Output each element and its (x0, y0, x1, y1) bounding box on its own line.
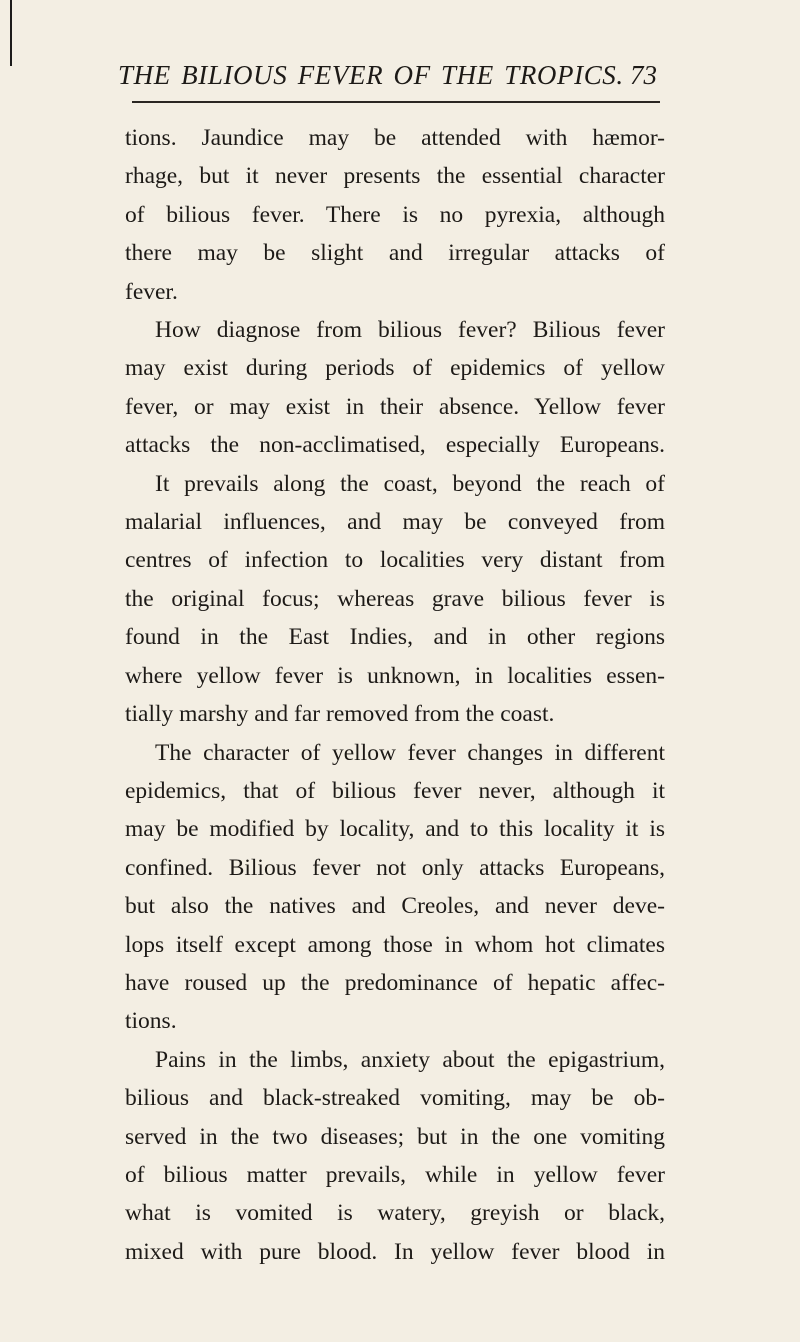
page-number: 73 (630, 60, 657, 90)
page-header (0, 60, 800, 100)
text-line: confined. Bilious fever not only attacks Europeans, (125, 854, 665, 881)
text-line: centres of infection to localities very distant from (125, 547, 665, 574)
text-line: mixed with pure blood. In yellow fever blood in (125, 1238, 665, 1265)
text-line: of bilious fever. There is no pyrexia, although (125, 201, 665, 228)
text-line: The character of yellow fever changes in different (155, 739, 665, 766)
header-rule (132, 101, 660, 103)
text-line: have roused up the predominance of hepatic affec- (125, 969, 665, 996)
text-line: lops itself except among those in whom hot climates (125, 931, 665, 958)
text-line: there may be slight and irregular attacks of (125, 240, 665, 267)
text-line: fever. (125, 278, 178, 305)
text-line: Pains in the limbs, anxiety about the epigastrium, (155, 1046, 665, 1073)
text-line: It prevails along the coast, beyond the reach of (155, 470, 665, 497)
text-line: malarial influences, and may be conveyed from (125, 509, 665, 536)
body-text (125, 119, 665, 1271)
page-edge-line (10, 0, 12, 66)
text-line: fever, or may exist in their absence. Yellow fever (125, 393, 665, 420)
text-line: what is vomited is watery, greyish or black, (125, 1200, 665, 1227)
running-title: THE BILIOUS FEVER OF THE TROPICS. (118, 60, 624, 90)
text-line: How diagnose from bilious fever? Bilious fever (155, 317, 665, 344)
text-line: of bilious matter prevails, while in yellow fever (125, 1161, 665, 1188)
text-line: the original focus; whereas grave bilious fever is (125, 585, 665, 612)
text-line: tially marshy and far removed from the coast. (125, 701, 555, 728)
text-line: epidemics, that of bilious fever never, although it (125, 777, 665, 804)
text-line: where yellow fever is unknown, in localities essen- (125, 662, 665, 689)
text-line: attacks the non-acclimatised, especially Europeans. (125, 432, 665, 459)
text-line: tions. Jaundice may be attended with hæmor- (125, 125, 665, 151)
text-line: rhage, but it never presents the essential character (125, 163, 665, 190)
text-line: but also the natives and Creoles, and never deve- (125, 893, 665, 920)
text-line: bilious and black-streaked vomiting, may be ob- (125, 1085, 665, 1112)
text-line: may be modified by locality, and to this locality it is (125, 816, 665, 843)
text-line: tions. (125, 1008, 177, 1035)
text-line: found in the East Indies, and in other regions (125, 624, 665, 651)
text-line: may exist during periods of epidemics of yellow (125, 355, 665, 382)
text-line: served in the two diseases; but in the one vomiting (125, 1123, 665, 1150)
